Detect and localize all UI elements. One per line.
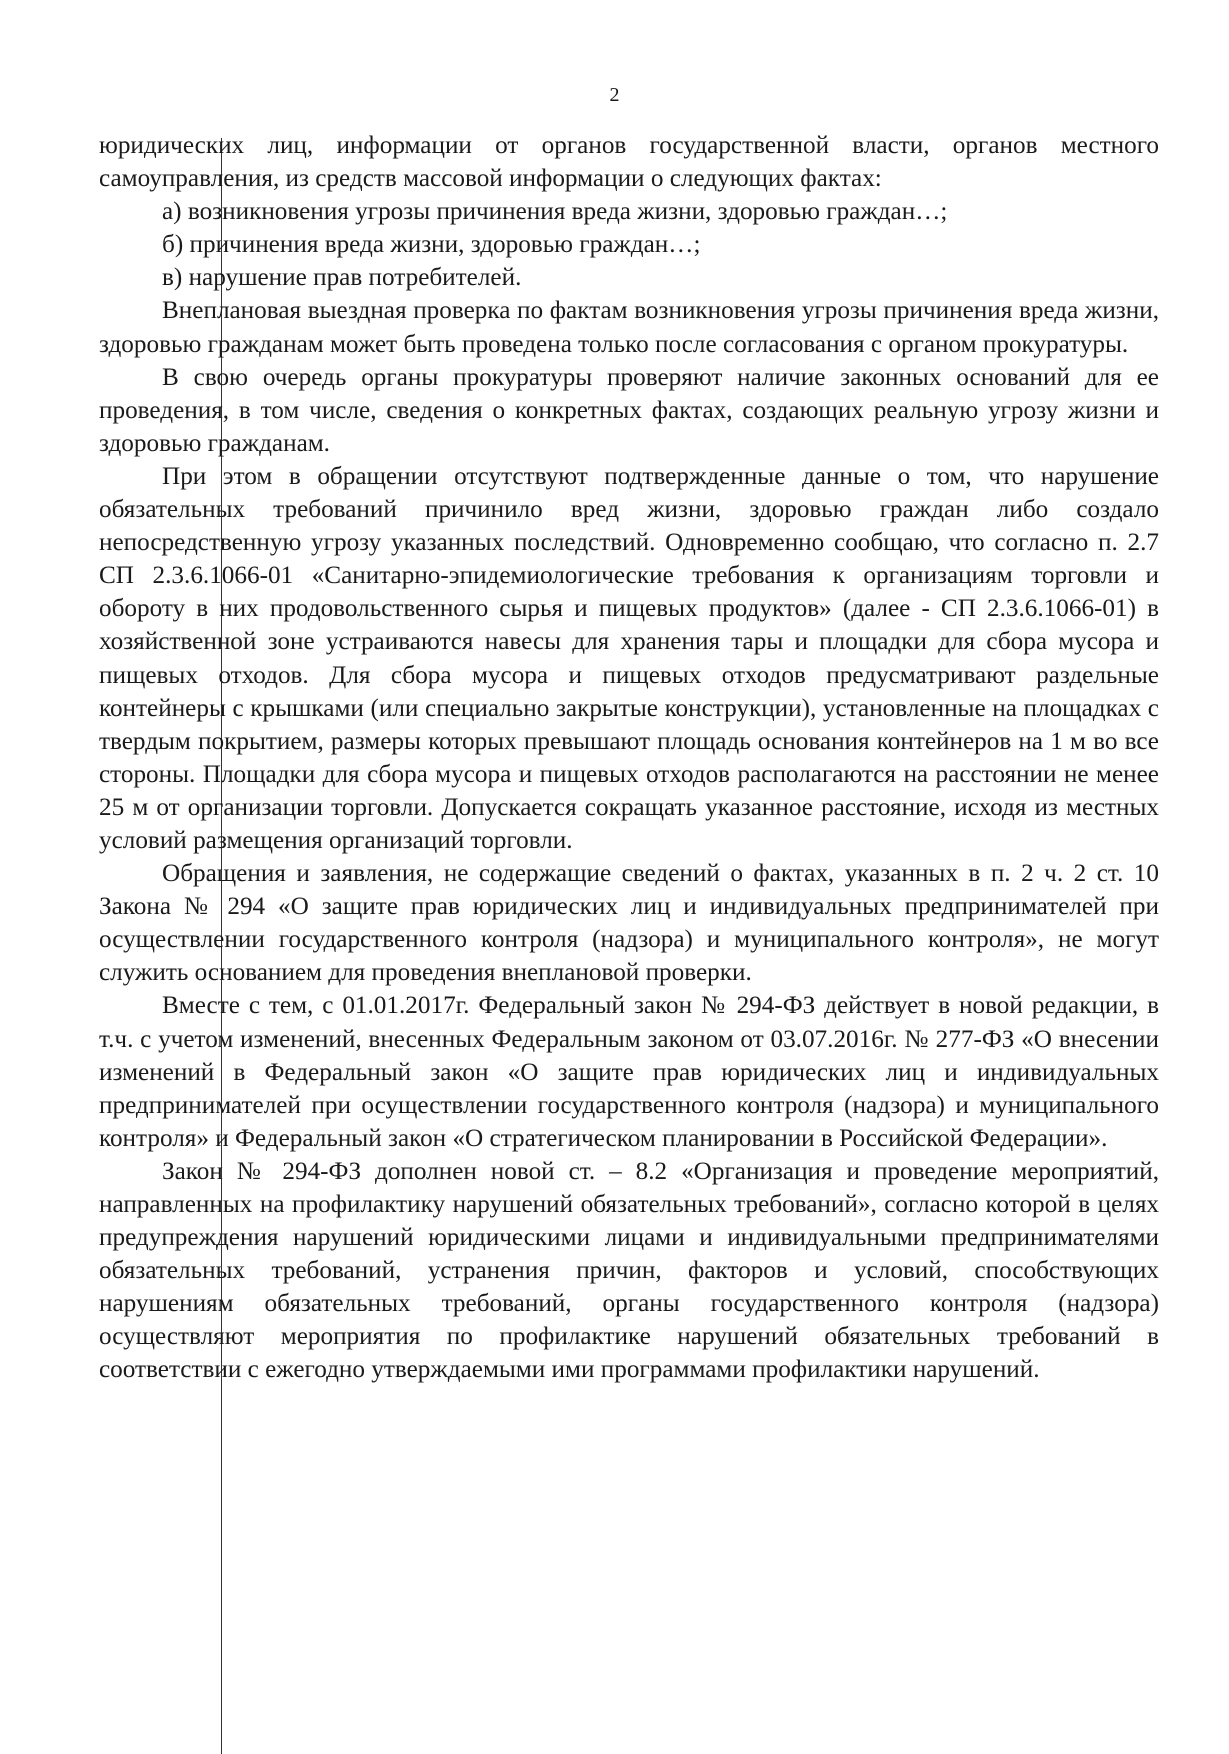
paragraph: Внеплановая выездная проверка по фактам возникновения угрозы причинения вреда жизни, здоровью гражданам может быть проведена только после согласования с органом прокуратуры.: [99, 297, 1159, 358]
paragraph: При этом в обращении отсутствуют подтвержденные данные о том, что нарушение обязательных требований причинило вред жизни, здоровью граждан либо создало непосредственную угрозу указанных последствий. Одновременно сообщаю, что согласно п. 2.7 СП 2.3.6.1066-01 «Санитарно-эпидемиологические требования к организациям торговли и обороту в них продовольственного сырья и пищевых продуктов» (далее - СП 2.3.6.1066-01) в хозяйственной зоне устраиваются навесы для хранения тары и площадки для сбора мусора и пищевых отходов. Для сбора мусора и пищевых отходов предусматривают раздельные контейнеры с крышками (или специально закрытые конструкции), установленные на площадках с твердым покрытием, размеры которых превышают площадь основания контейнеров на 1 м во все стороны. Площадки для сбора мусора и пищевых отходов располагаются на расстоянии не менее 25 м от организации торговли. Допускается сокращать указанное расстояние, исходя из местных условий размещения организаций торговли.: [99, 462, 1159, 854]
list-item-a: а) возникновения угрозы причинения вреда жизни, здоровью граждан…;: [162, 198, 948, 226]
document-body: [99, 129, 1159, 1387]
list-item-b: б) причинения вреда жизни, здоровью граждан…;: [162, 231, 701, 259]
paragraph: Обращения и заявления, не содержащие сведений о фактах, указанных в п. 2 ч. 2 ст. 10 Закона № 294 «О защите прав юридических лиц и индивидуальных предпринимателей при осуществлении государственного контроля (надзора) и муниципального контроля», не могут служить основанием для проведения внеплановой проверки.: [99, 860, 1159, 987]
page-number: 2: [609, 84, 620, 106]
paragraph: Закон № 294-ФЗ дополнен новой ст. – 8.2 «Организация и проведение мероприятий, направленных на профилактику нарушений обязательных требований», согласно которой в целях предупреждения нарушений юридическими лицами и индивидуальными предпринимателями обязательных требований, устранения причин, факторов и условий, способствующих нарушениям обязательных требований, органы государственного контроля (надзора) осуществляют мероприятия по профилактике нарушений обязательных требований в соответствии с ежегодно утверждаемыми ими программами профилактики нарушений.: [99, 1157, 1159, 1384]
paragraph: В свою очередь органы прокуратуры проверяют наличие законных оснований для ее проведения, в том числе, сведения о конкретных фактах, создающих реальную угрозу жизни и здоровью гражданам.: [99, 363, 1159, 457]
list-item-c: в) нарушение прав потребителей.: [162, 264, 522, 292]
paragraph: Вместе с тем, с 01.01.2017г. Федеральный закон № 294-ФЗ действует в новой редакции, в т.ч. с учетом изменений, внесенных Федеральным законом от 03.07.2016г. № 277-ФЗ «О внесении изменений в Федеральный закон «О защите прав юридических лиц и индивидуальных предпринимателей при осуществлении государственного контроля (надзора) и муниципального контроля» и Федеральный закон «О стратегическом планировании в Российской Федерации».: [99, 992, 1159, 1152]
paragraph-continued: юридических лиц, информации от органов государственной власти, органов местного самоуправления, из средств массовой информации о следующих фактах:: [99, 132, 1159, 193]
